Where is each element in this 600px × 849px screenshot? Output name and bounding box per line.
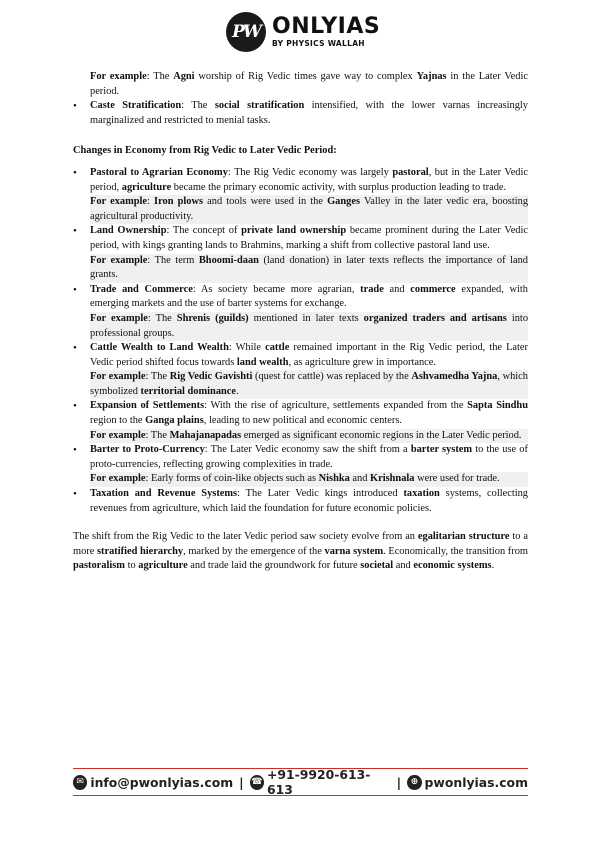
pw-logo-icon: PW <box>226 12 266 52</box>
example-block: For example: Early forms of coin-like objects such as Nishka and Krishnala were used for trade. <box>90 472 528 487</box>
intro-example: For example: The Agni worship of Rig Vedic times gave way to complex Yajnas in the Later Vedic period. <box>90 71 528 97</box>
example-block: For example: The term Bhoomi-daan (land donation) in later texts reflects the importance of land grants. <box>90 254 528 283</box>
footer-separator: | <box>239 774 244 790</box>
list-item: • Barter to Proto-Currency: The Later Vedic economy saw the shift from a barter system to the use of proto-currencies, reflecting growing complexities in trade. For example: Early forms of coin-like objects such as Nishka and Krishnala were used for trade. <box>73 443 528 487</box>
example-block: For example: Iron plows and tools were used in the Ganges Valley in the later vedic era, boosting agricultural productivity. <box>90 195 528 224</box>
globe-icon: ⊕ <box>407 775 421 790</box>
phone-icon: ☎ <box>250 775 264 790</box>
section-heading: Changes in Economy from Rig Vedic to Later Vedic Period: <box>73 145 337 157</box>
list-item: • Pastoral to Agrarian Economy: The Rig Vedic economy was largely pastoral, but in the Later Vedic period, agriculture became the primary economic activity, with surplus production leading to trade. For example: Iron plows and tools were used in the Ganges Valley in the later vedic era, boosting agricultural productivity. <box>73 166 528 224</box>
example-block: For example: The Mahajanapadas emerged as significant economic regions in the Later Vedic period. <box>90 429 528 444</box>
header <box>226 10 380 54</box>
example-block: For example: The Shrenis (guilds) mentioned in later texts organized traders and artisans into professional groups. <box>90 312 528 341</box>
footer-email[interactable]: info@pwonlyias.com <box>90 774 234 790</box>
list-item: • Land Ownership: The concept of private land ownership became prominent during the Later Vedic period, with kings granting lands to Brahmins, marking a shift from collective pastoral land use. For example: The term Bhoomi-daan (land donation) in later texts reflects the importance of land grants. <box>73 224 528 282</box>
conclusion-paragraph: The shift from the Rig Vedic to the later Vedic period saw society evolve from an egalitarian structure to a more stratified hierarchy, marked by the emergence of the varna system. Economically, the transition from pastoralism to agriculture and trade laid the groundwork for future societal and economic systems. <box>73 531 528 572</box>
footer-phone[interactable]: +91-9920-613-613 <box>267 767 371 797</box>
list-item: • Caste Stratification: The social stratification intensified, with the lower varnas increasingly marginalized and restricted to menial tasks. <box>73 99 528 128</box>
brand-subtitle: BY PHYSICS WALLAH <box>272 39 365 49</box>
list-item: • Expansion of Settlements: With the rise of agriculture, settlements expanded from the Sapta Sindhu region to the Ganga plains, leading to new political and economic centers. For example: The Mahajanapadas emerged as significant economic regions in the Later Vedic period. <box>73 399 528 443</box>
footer-separator: | <box>396 774 402 790</box>
brand-name: ONLYIAS <box>272 14 381 40</box>
list-item: • Taxation and Revenue Systems: The Later Vedic kings introduced taxation systems, collecting revenues from agriculture, which laid the foundation for future economic policies. <box>73 487 528 516</box>
list-item: • Cattle Wealth to Land Wealth: While cattle remained important in the Rig Vedic period, the Later Vedic period shifted focus towards land wealth, as agriculture grew in importance. For example: The Rig Vedic Gavishti (quest for cattle) was replaced by the Ashvamedha Yajna, which symbolized territorial dominance. <box>73 341 528 399</box>
document-body <box>73 70 528 574</box>
economy-list <box>73 166 528 516</box>
footer-website[interactable]: pwonlyias.com <box>424 774 528 790</box>
footer <box>73 768 528 796</box>
email-icon: ✉ <box>73 775 87 790</box>
example-block: For example: The Rig Vedic Gavishti (quest for cattle) was replaced by the Ashvamedha Yajna, which symbolized territorial dominance. <box>90 370 528 399</box>
list-item: • Trade and Commerce: As society became more agrarian, trade and commerce expanded, with emerging markets and the use of barter systems for exchange. For example: The Shrenis (guilds) mentioned in later texts organized traders and artisans into professional groups. <box>73 283 528 341</box>
intro-list <box>73 99 528 128</box>
brand <box>272 16 380 48</box>
